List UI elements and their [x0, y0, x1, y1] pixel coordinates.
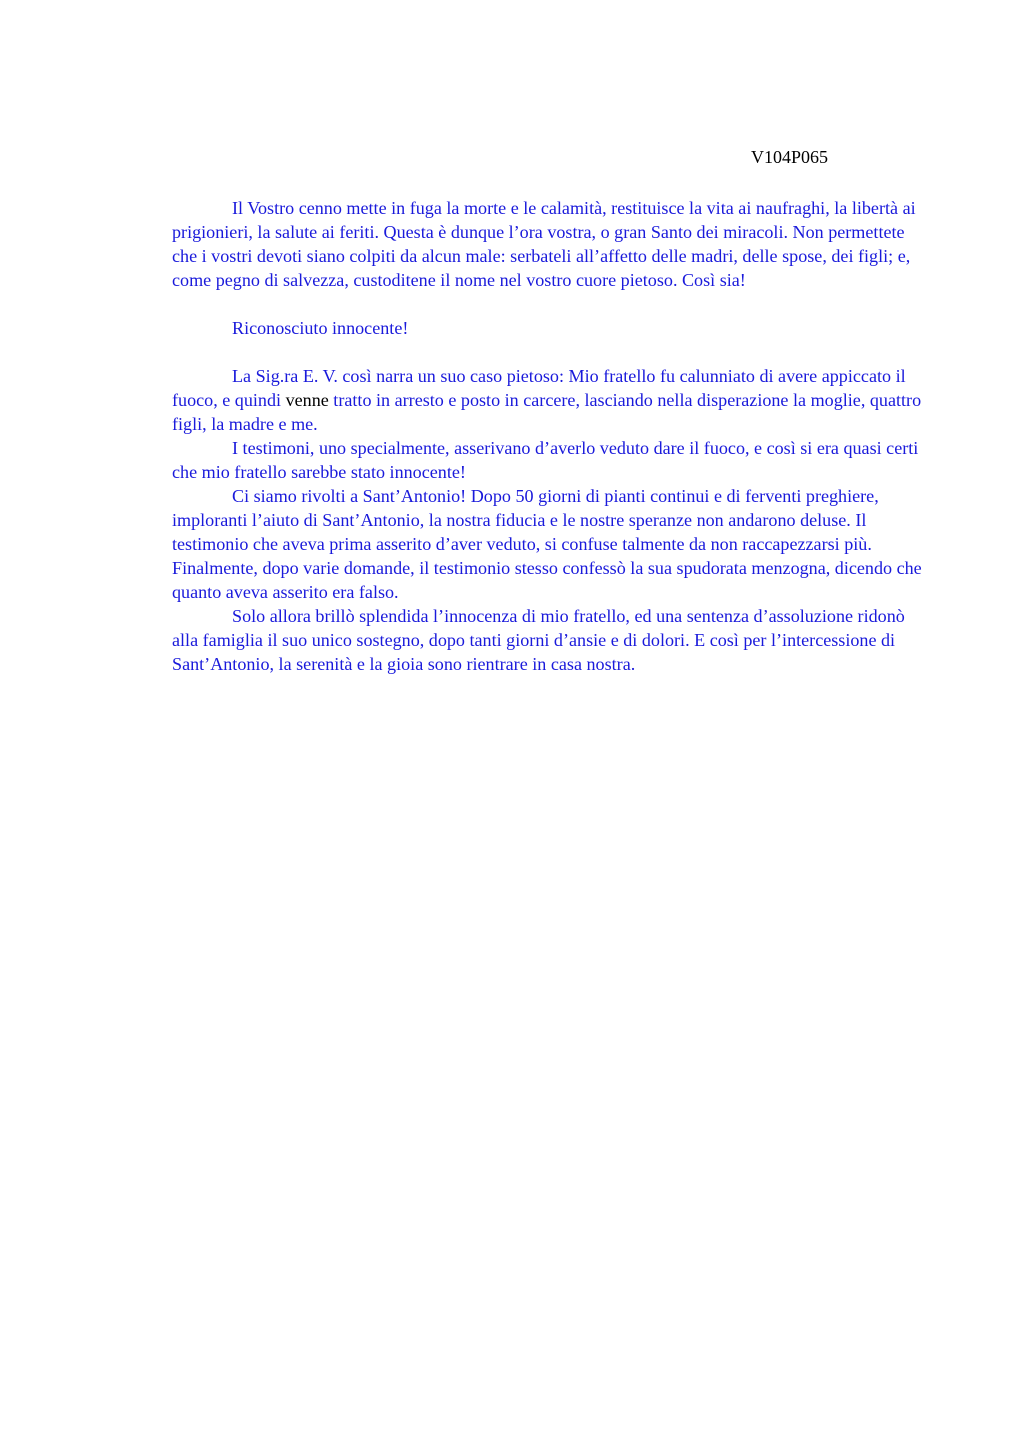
story-paragraph-1	[172, 364, 932, 436]
story-p1-start: La Sig.ra E. V. così narra un suo caso pietoso: Mio fratello fu calunniato di avere appiccato il fuoco, e quindi	[172, 366, 906, 410]
page-code: V104P065	[751, 147, 829, 167]
story-p1-highlight: venne	[285, 390, 329, 410]
story-p1-end: tratto in arresto e posto in carcere, lasciando nella disperazione la moglie, quattro figli, la madre e me.	[172, 390, 922, 434]
document-body	[172, 196, 932, 676]
story-paragraph-3: Ci siamo rivolti a Sant’Antonio! Dopo 50 giorni di pianti continui e di ferventi preghiere, imploranti l’aiuto di Sant’Antonio, la nostra fiducia e le nostre speranze non andarono deluse. Il testimonio che aveva prima asserito d’aver veduto, si confuse talmente da non raccapezzarsi più. Finalmente, dopo varie domande, il testimonio stesso confessò la sua spudorata menzogna, dicendo che quanto aveva asserito era falso.	[172, 486, 922, 602]
story-heading: Riconosciuto innocente!	[232, 318, 409, 338]
story-paragraph-2: I testimoni, uno specialmente, asserivano d’averlo veduto dare il fuoco, e così si era quasi certi che mio fratello sarebbe stato innocente!	[172, 438, 919, 482]
prayer-paragraph: Il Vostro cenno mette in fuga la morte e le calamità, restituisce la vita ai naufraghi, la libertà ai prigionieri, la salute ai feriti. Questa è dunque l’ora vostra, o gran Santo dei miracoli. Non permettete che i vostri devoti siano colpiti da alcun male: serbateli all’affetto delle madri, delle spose, dei figli; e, come pegno di salvezza, custoditene il nome nel vostro cuore pietoso. Così sia!	[172, 198, 916, 290]
story-paragraph-4: Solo allora brillò splendida l’innocenza di mio fratello, ed una sentenza d’assoluzione ridonò alla famiglia il suo unico sostegno, dopo tanti giorni d’ansie e di dolori. E così per l’intercessione di Sant’Antonio, la serenità e la gioia sono rientrare in casa nostra.	[172, 606, 905, 674]
